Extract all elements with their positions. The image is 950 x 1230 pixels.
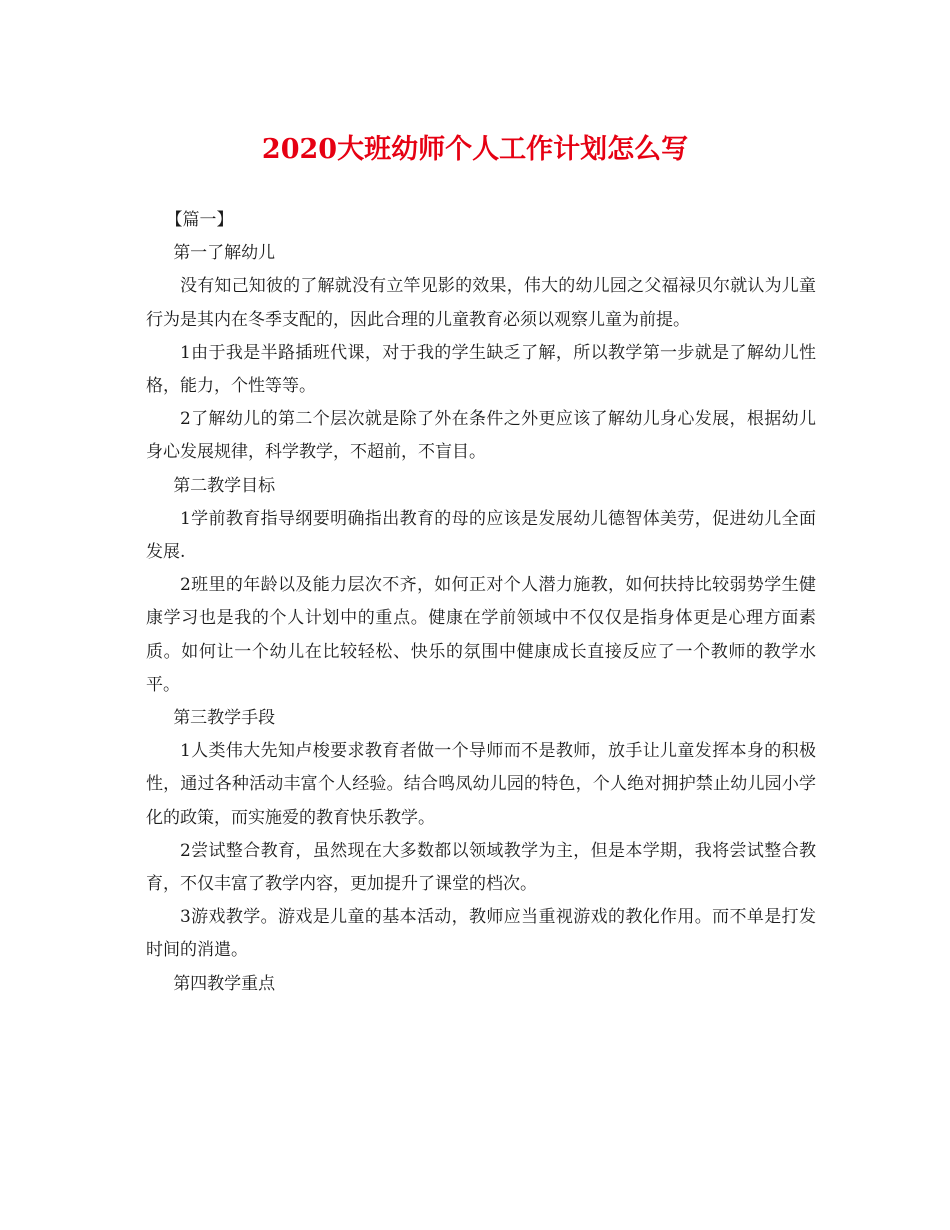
document-body [146,204,816,1001]
paragraph: 没有知己知彼的了解就没有立竿见影的效果，伟大的幼儿园之父福禄贝尔就认为儿童行为是其内在冬季支配的，因此合理的儿童教育必须以观察儿童为前提。 [146,276,816,330]
paragraph: 1由于我是半路插班代课，对于我的学生缺乏了解，所以教学第一步就是了解幼儿性格，能力，个性等等。 [146,342,816,397]
section-heading: 第二教学目标 [173,475,276,496]
paragraph: 3游戏教学。游戏是儿童的基本活动，教师应当重视游戏的教化作用。而不单是打发时间的消遣。 [146,907,816,961]
section-heading: 第三教学手段 [173,708,276,729]
section-heading: 第一了解幼儿 [173,243,276,264]
paragraph: 1人类伟大先知卢梭要求教育者做一个导师而不是教师，放手让儿童发挥本身的积极性，通过各种活动丰富个人经验。结合鸣凤幼儿园的特色，个人绝对拥护禁止幼儿园小学化的政策，而实施爱的教育快乐教学。 [146,741,816,828]
paragraph: 2班里的年龄以及能力层次不齐，如何正对个人潜力施教，如何扶持比较弱势学生健康学习也是我的个人计划中的重点。健康在学前领域中不仅仅是指身体更是心理方面素质。如何让一个幼儿在比较轻松、快乐的氛围中健康成长直接反应了一个教师的教学水平。 [146,575,816,695]
paragraph: 1学前教育指导纲要明确指出教育的母的应该是发展幼儿德智体美劳，促进幼儿全面发展. [146,508,816,563]
document-title: 2020大班幼师个人工作计划怎么写 [261,134,689,165]
section-header: 【篇一】 [165,210,234,230]
paragraph: 2了解幼儿的第二个层次就是除了外在条件之外更应该了解幼儿身心发展，根据幼儿身心发展规律，科学教学，不超前，不盲目。 [146,409,816,463]
section-heading: 第四教学重点 [173,973,276,994]
paragraph: 2尝试整合教育，虽然现在大多数都以领域教学为主，但是本学期，我将尝试整合教育，不仅丰富了教学内容，更加提升了课堂的档次。 [146,840,816,895]
